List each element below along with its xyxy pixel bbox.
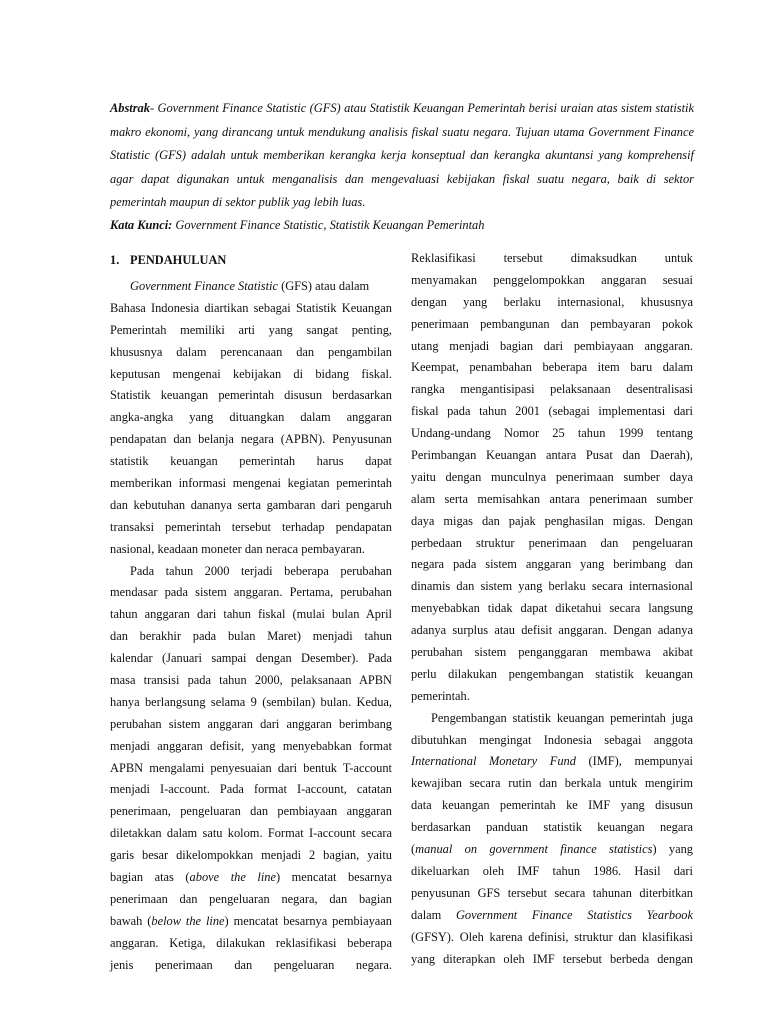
term-gfs-yearbook: Government Finance Statistics Yearbook <box>455 907 693 922</box>
text-line: kewajiban secara rutin dan berkala untuk mengirim <box>411 776 693 791</box>
section-title: PENDAHULUAN <box>130 253 227 267</box>
abstract-label: Abstrak <box>110 101 150 115</box>
abstract-line: negara, baik di sektor pemerintah maupun di sektor publik yag lebih luas. <box>110 171 694 210</box>
text-line: data keuangan pemerintah ke IMF yang disusun <box>411 798 693 813</box>
text-line: memberikan informasi mengenai kegiatan pemerintah <box>110 476 392 491</box>
text-line: menjadi I-account. Pada format I-account, catatan <box>110 782 392 797</box>
text-line: yang diterapkan oleh IMF tersebut berbeda dengan <box>411 951 693 966</box>
text-line: pemerintah. <box>411 688 470 703</box>
text-line: bawah (below the line) mencatat besarnya pembiayaan <box>110 913 393 928</box>
text-line: anggaran. Ketiga, dilakukan reklasifikasi beberapa <box>110 935 392 950</box>
abstract-line: - Government Finance Statistic (GFS) atau Statistik Keuangan Pemerintah berisi uraian atas sistem <box>149 101 652 115</box>
text-line: angka-angka yang dituangkan dalam anggaran <box>110 410 392 425</box>
text-line: Pengembangan statistik keuangan pemerintah juga <box>431 710 693 725</box>
text-line: nasional, keadaan moneter dan neraca pembayaran. <box>110 541 365 556</box>
keywords-line <box>110 215 694 235</box>
text-line: Undang-undang Nomor 25 tahun 1999 tentang <box>411 426 693 441</box>
text-line: daya migas dan pajak penghasilan migas. Dengan <box>411 513 693 528</box>
text-line: diletakkan dalam satu kolom. Format I-account secara <box>110 826 392 841</box>
text-line: dibutuhkan mengingat Indonesia sebagai anggota <box>411 732 693 747</box>
text-line: penerimaan pembangunan dan pembayaran pokok <box>411 316 693 331</box>
text-line: keputusan mengenai kebijakan di bidang fiskal. <box>110 366 392 381</box>
text-line: dan kebutuhan dananya serta gambaran dari pengaruh <box>110 497 392 512</box>
text-line: Perimbangan Keuangan antara Pusat dan Daerah), <box>411 448 693 463</box>
text-line: mendasar pada sistem anggaran. Pertama, perubahan <box>110 585 392 600</box>
text-line: menjadi anggaran defisit, yang menyebabkan format <box>110 738 392 753</box>
text-line: transaksi pemerintah tersebut terhadap pendapatan <box>110 519 392 534</box>
text-line: (GFSY). Oleh karena definisi, struktur dan klasifikasi <box>411 929 693 944</box>
text-line: utang menjadi bagian dari pembiayaan anggaran. <box>411 338 693 353</box>
text-line: pendapatan dan belanja negara (APBN). Penyusunan <box>110 432 392 447</box>
text-line: yaitu dengan munculnya penerimaan sumber daya <box>411 469 693 484</box>
text-line: berdasarkan panduan statistik keuangan negara <box>411 820 693 835</box>
text-line: Pemerintah memiliki arti yang sangat penting, <box>110 322 392 337</box>
term-imf: International Monetary Fund <box>411 754 576 769</box>
text-line: menyebabkan tidak dapat diketahui secara langsung <box>411 601 693 616</box>
text-line: jenis penerimaan dan pengeluaran negara. <box>110 957 392 972</box>
text-line: Statistik keuangan pemerintah disusun berdasarkan <box>110 388 392 403</box>
text-line: bagian atas (above the line) mencatat besarnya <box>110 870 392 885</box>
text-line: alam serta memisahkan antara penerimaan sumber <box>411 491 693 506</box>
text-line: Government Finance Statistic (GFS) atau dalam <box>130 279 370 293</box>
section-number: 1. <box>110 253 120 267</box>
section-heading <box>110 248 392 272</box>
text-line: penerimaan, pengeluaran dan pembiayaan anggaran <box>110 804 392 819</box>
text-line: International Monetary Fund (IMF), mempunyai <box>411 754 693 769</box>
term-below-the-line: below the line <box>151 913 225 928</box>
text-line: kalendar (Januari sampai dengan Desember). Pada <box>110 651 392 666</box>
text-line: dikeluarkan oleh IMF tahun 1986. Hasil dari <box>411 863 693 878</box>
text-line: Reklasifikasi tersebut dimaksudkan untuk <box>411 251 693 265</box>
right-column <box>411 248 693 970</box>
text-line: perubahan sistem penganggaran membawa akibat <box>411 645 693 660</box>
text-line: penyusunan GFS tersebut secara tahunan diterbitkan <box>411 885 693 900</box>
abstract-line: akuntansi yang komprehensif agar dapat digunakan untuk menganalisis dan mengevaluasi kebijakan fiskal suatu <box>110 148 694 186</box>
text-line: (manual on government finance statistics) yang <box>411 842 693 857</box>
text-line: masa transisi pada tahun 2000, pelaksanaan APBN <box>110 673 392 688</box>
text-line: dalam Government Finance Statistics Yearbook <box>411 907 693 922</box>
text-line: menyamakan penggelompokkan anggaran sesuai <box>411 272 693 287</box>
text-line: dan berakhir pada bulan Maret) menjadi tahun <box>110 629 392 644</box>
text-line: penerimaan dan pengeluaran negara, dan bagian <box>110 891 392 906</box>
text-line: perubahan sistem anggaran dari anggaran berimbang <box>110 716 392 731</box>
text-line: hanya berlangsung selama 9 (sembilan) bulan. Kedua, <box>110 694 392 709</box>
keywords-label: Kata Kunci: <box>110 218 173 232</box>
text-line: perbedaan struktur penerimaan dan pengeluaran <box>411 535 693 550</box>
text-line: fiskal pada tahun 2001 (sebagai implementasi dari <box>411 404 693 419</box>
text-line: tahun anggaran dari tahun fiskal (mulai bulan April <box>110 607 392 622</box>
text-line: APBN mengalami penyesuaian dari bentuk T-account <box>110 760 392 775</box>
term-gfs: Government Finance Statistic <box>130 279 278 293</box>
text-line: negara pada sistem anggaran yang berimbang dan <box>411 557 693 572</box>
term-above-the-line: above the line <box>189 870 276 885</box>
term-gfs-manual: manual on government finance statistics <box>415 842 653 857</box>
text-line: Pada tahun 2000 terjadi beberapa perubahan <box>130 563 392 578</box>
left-column <box>110 248 392 977</box>
text-line: dengan yang berlaku internasional, khususnya <box>411 294 693 309</box>
text-line: Keempat, penambahan beberapa item baru dalam <box>411 360 693 375</box>
text-line: perlu dilakukan pengembangan statistik keuangan <box>411 666 693 681</box>
abstract-line: Government Finance Statistic (GFS) adalah untuk memberikan kerangka kerja konseptual dan kerangka <box>110 124 694 163</box>
text-line: garis besar dikelompokkan menjadi 2 bagian, yaitu <box>110 848 392 863</box>
abstract-line: statistik makro ekonomi, yang dirancang untuk mendukung analisis fiskal suatu negara. Tujuan utama <box>110 101 694 139</box>
text-line: adanya surplus atau defisit anggaran. Dengan adanya <box>411 623 693 638</box>
text-line: dinamis dan sistem yang berlaku secara internasional <box>411 579 693 594</box>
keywords-text: Government Finance Statistic, Statistik Keuangan Pemerintah <box>172 218 485 232</box>
text-line: Bahasa Indonesia diartikan sebagai Statistik Keuangan <box>110 300 392 315</box>
text-line: rangka mengantisipasi pelaksanaan desentralisasi <box>411 382 693 397</box>
text-line: khususnya dalam perencanaan dan pengambilan <box>110 344 392 359</box>
abstract-paragraph <box>110 97 694 215</box>
text-line: statistik keuangan pemerintah harus dapat <box>110 454 392 469</box>
